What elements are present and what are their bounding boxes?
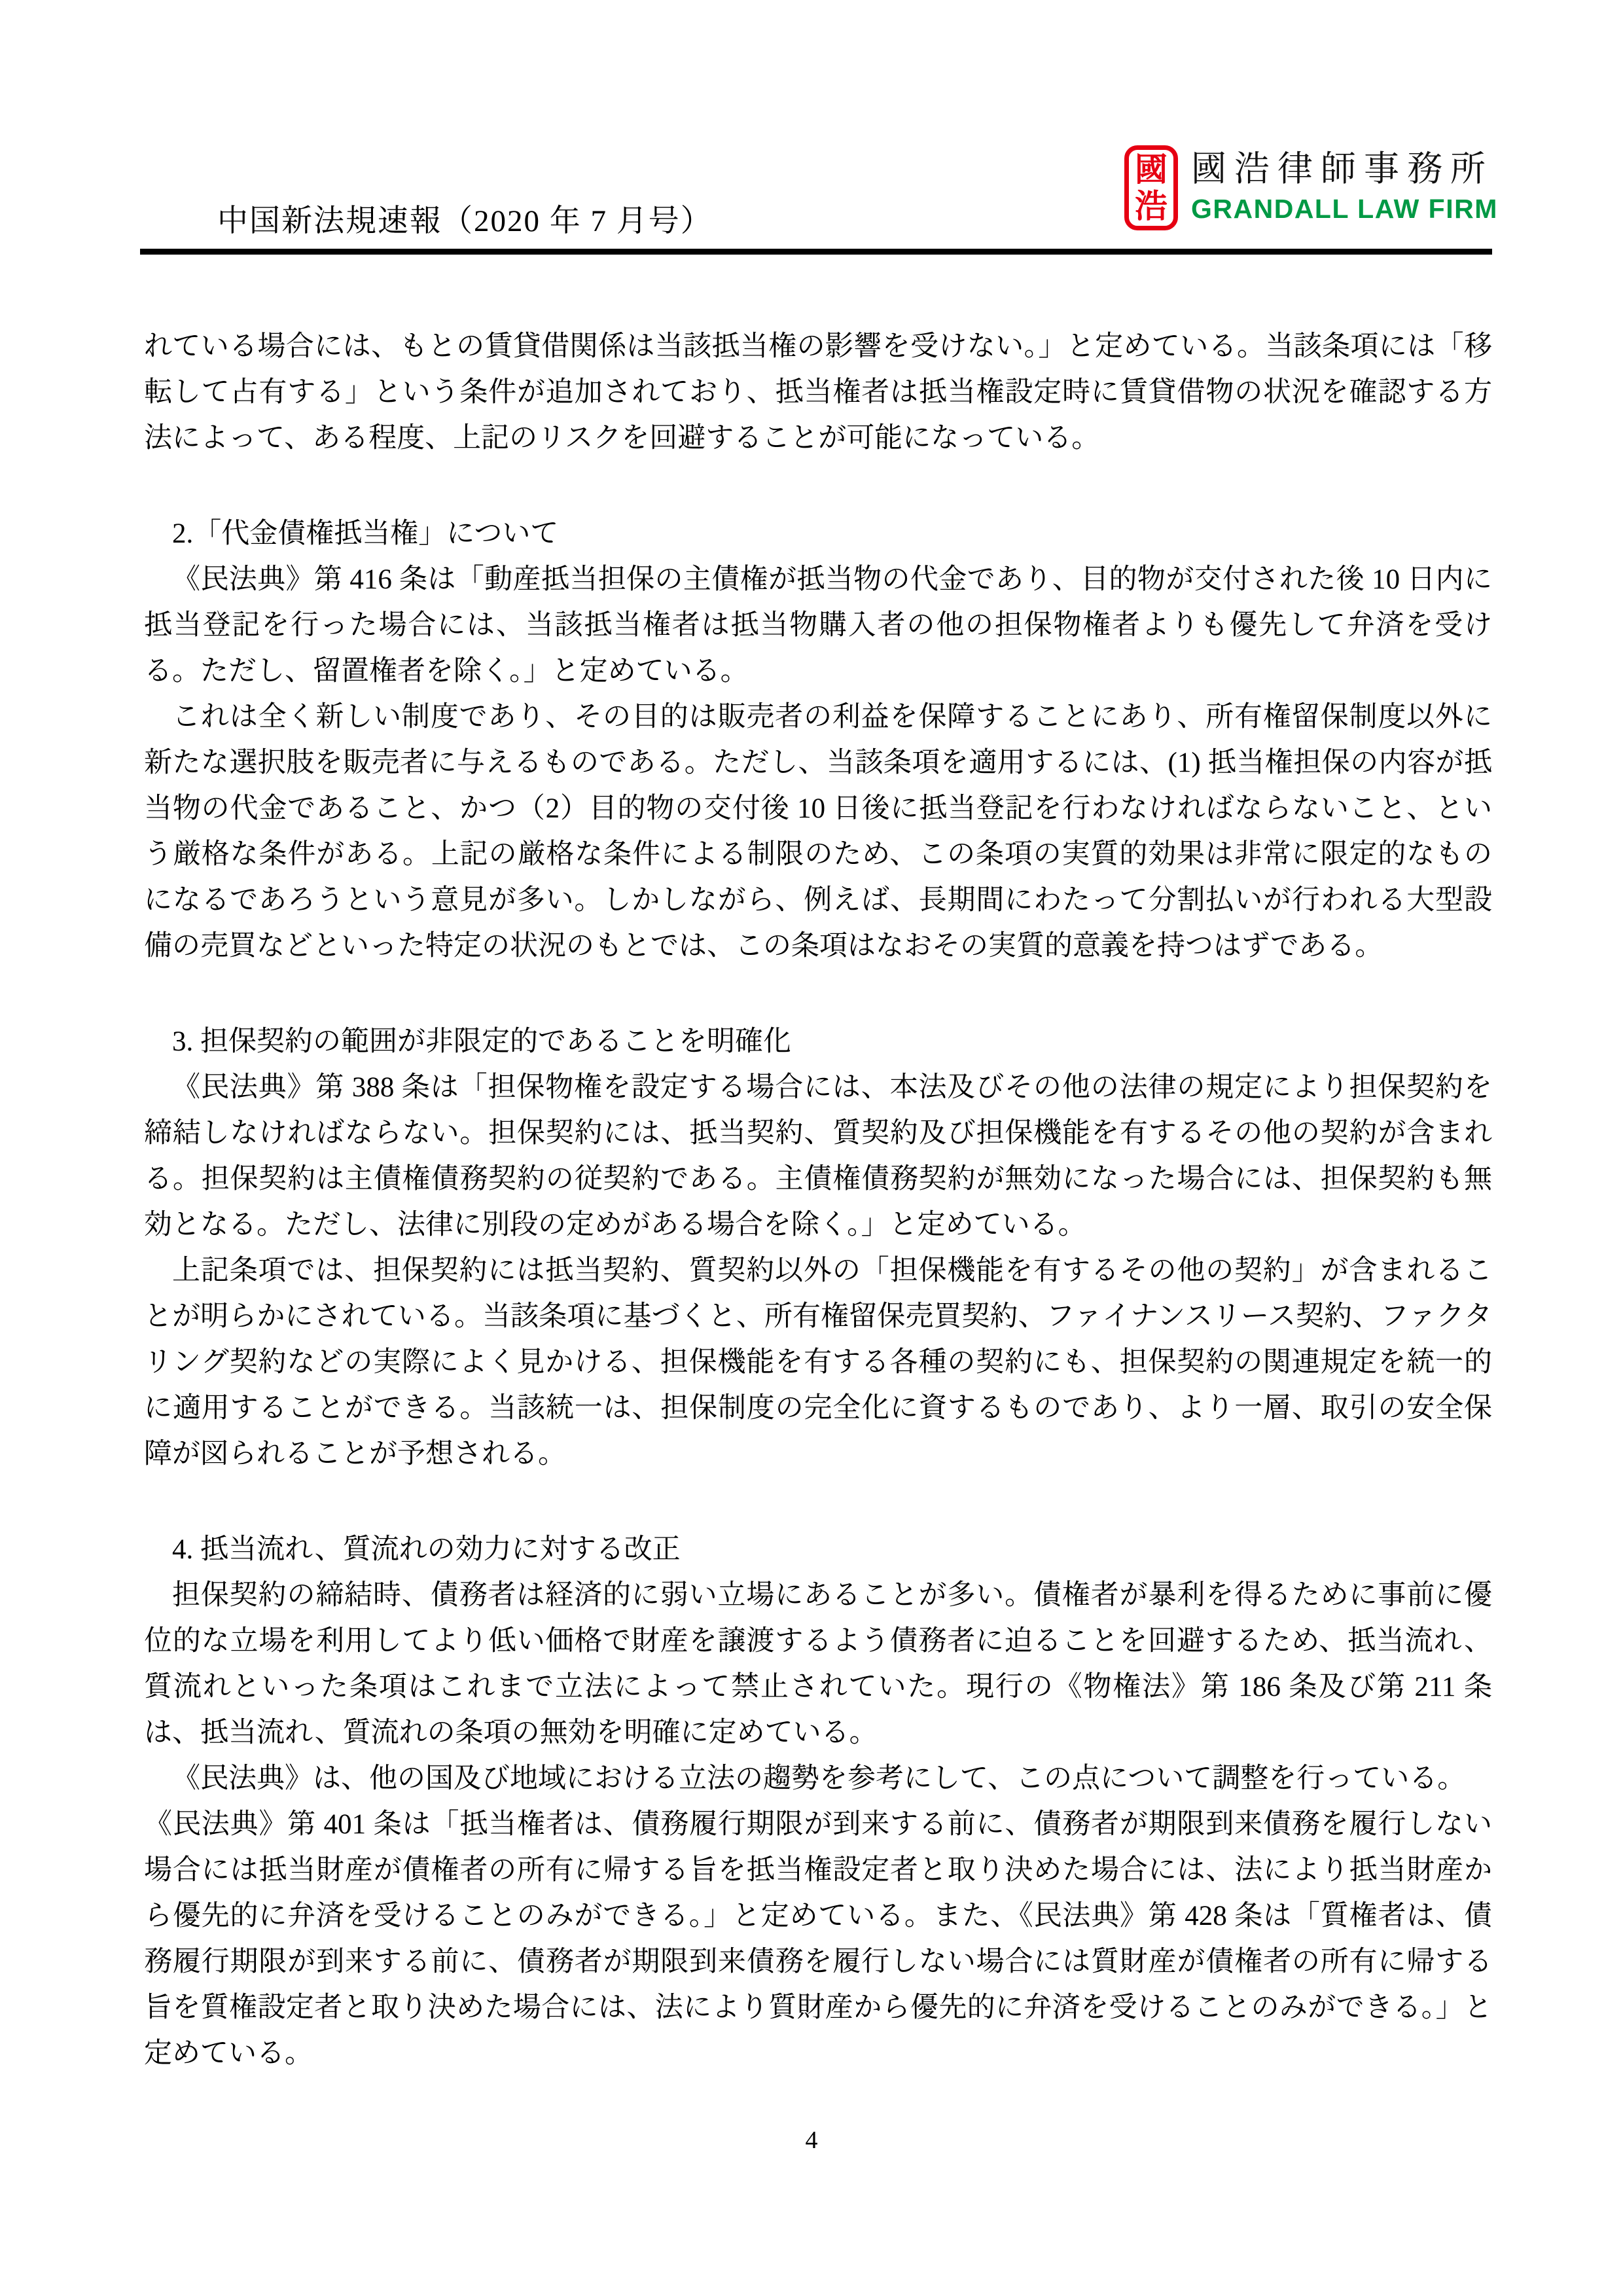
paragraph-security-contracts: 上記条項では、担保契約には抵当契約、質契約以外の「担保機能を有するその他の契約」が含まれることが明らかにされている。当該条項に基づくと、所有権留保売買契約、ファイナンスリース契約、ファクタリング契約などの実際によく見かける、担保機能を有する各種の契約にも、担保契約の関連規定を統一的に適用することができる。当該統一は、担保制度の完全化に資するものであり、より一層、取引の安全保障が図られることが予想される。	[144, 1255, 1492, 1469]
paragraph-article-416: 《民法典》第 416 条は「動産抵当担保の主債権が抵当物の代金であり、目的物が交付された後 10 日内に抵当登記を行った場合には、当該抵当権者は抵当物購入者の他の担保物権者よりも優先して弁済を受ける。ただし、留置権者を除く。」と定めている。	[144, 564, 1492, 687]
firm-name-cjk: 國浩律師事務所	[1191, 149, 1493, 188]
paragraph-articles-401-428: 《民法典》第 401 条は「抵当権者は、債務履行期限が到来する前に、債務者が期限到来債務を履行しない場合には抵当財産が債権者の所有に帰する旨を抵当権設定者と取り決めた場合には、法により抵当財産から優先的に弁済を受けることのみができる。」と定めている。また、《民法典》第 428 条は「質権者は、債務履行期限が到来する前に、債務者が期限到来債務を履行しない場合には質財産が債権者の所有に帰する旨を質権設定者と取り決めた場合には、法により質財産から優先的に弁済を受けることのみができる。」と定めている。	[144, 1809, 1492, 2069]
firm-seal-icon	[1124, 145, 1178, 230]
header-divider	[140, 249, 1492, 255]
paragraph-lease-continuation: れている場合には、もとの賃貸借関係は当該抵当権の影響を受けない。」と定めている。当該条項には「移転して占有する」という条件が追加されており、抵当権者は抵当権設定時に賃貸借物の状況を確認する方法によって、ある程度、上記のリスクを回避することが可能になっている。	[144, 331, 1492, 454]
seal-char-guo: 國	[1135, 151, 1168, 188]
seal-char-hao: 浩	[1135, 188, 1168, 224]
section-heading-2: 2.「代金債権抵当権」について	[172, 518, 559, 549]
paragraph-new-system: これは全く新しい制度であり、その目的は販売者の利益を保障することにあり、所有権留保制度以外に新たな選択肢を販売者に与えるものである。ただし、当該条項を適用するには、(1) 抵当権担保の内容が抵当物の代金であること、かつ（2）目的物の交付後 10 日後に抵当登記を行わなければならないこと、という厳格な条件がある。上記の厳格な条件による制限のため、この条項の実質的効果は非常に限定的なものになるであろうという意見が多い。しかしながら、例えば、長期間にわたって分割払いが行われる大型設備の売買などといった特定の状況のもとでは、この条項はなおその実質的意義を持つはずである。	[144, 702, 1492, 961]
firm-logo-text	[1191, 145, 1498, 223]
page-number: 4	[805, 2126, 818, 2154]
firm-name-en: GRANDALL LAW FIRM	[1191, 194, 1498, 224]
section-heading-4: 4. 抵当流れ、質流れの効力に対する改正	[172, 1534, 681, 1565]
paragraph-foreclosure-ban: 担保契約の締結時、債務者は経済的に弱い立場にあることが多い。債権者が暴利を得るために事前に優位的な立場を利用してより低い価格で財産を譲渡するよう債務者に迫ることを回避するため、抵当流れ、質流れといった条項はこれまで立法によって禁止されていた。現行の《物権法》第 186 条及び第 211 条は、抵当流れ、質流れの条項の無効を明確に定めている。	[144, 1580, 1492, 1748]
paragraph-civil-code-adjustment: 《民法典》は、他の国及び地域における立法の趨勢を参考にして、この点について調整を行っている。	[172, 1763, 1466, 1794]
section-heading-3: 3. 担保契約の範囲が非限定的であることを明確化	[172, 1026, 791, 1057]
firm-logo	[1124, 145, 1498, 230]
issue-title: 中国新法規速報（2020 年 7 月号）	[217, 204, 713, 238]
body-content	[144, 324, 1492, 2077]
paragraph-article-388: 《民法典》第 388 条は「担保物権を設定する場合には、本法及びその他の法律の規定により担保契約を締結しなければならない。担保契約には、抵当契約、質契約及び担保機能を有するその他の契約が含まれる。担保契約は主債権債務契約の従契約である。主債権債務契約が無効になった場合には、担保契約も無効となる。ただし、法律に別段の定めがある場合を除く。」と定めている。	[144, 1072, 1492, 1240]
